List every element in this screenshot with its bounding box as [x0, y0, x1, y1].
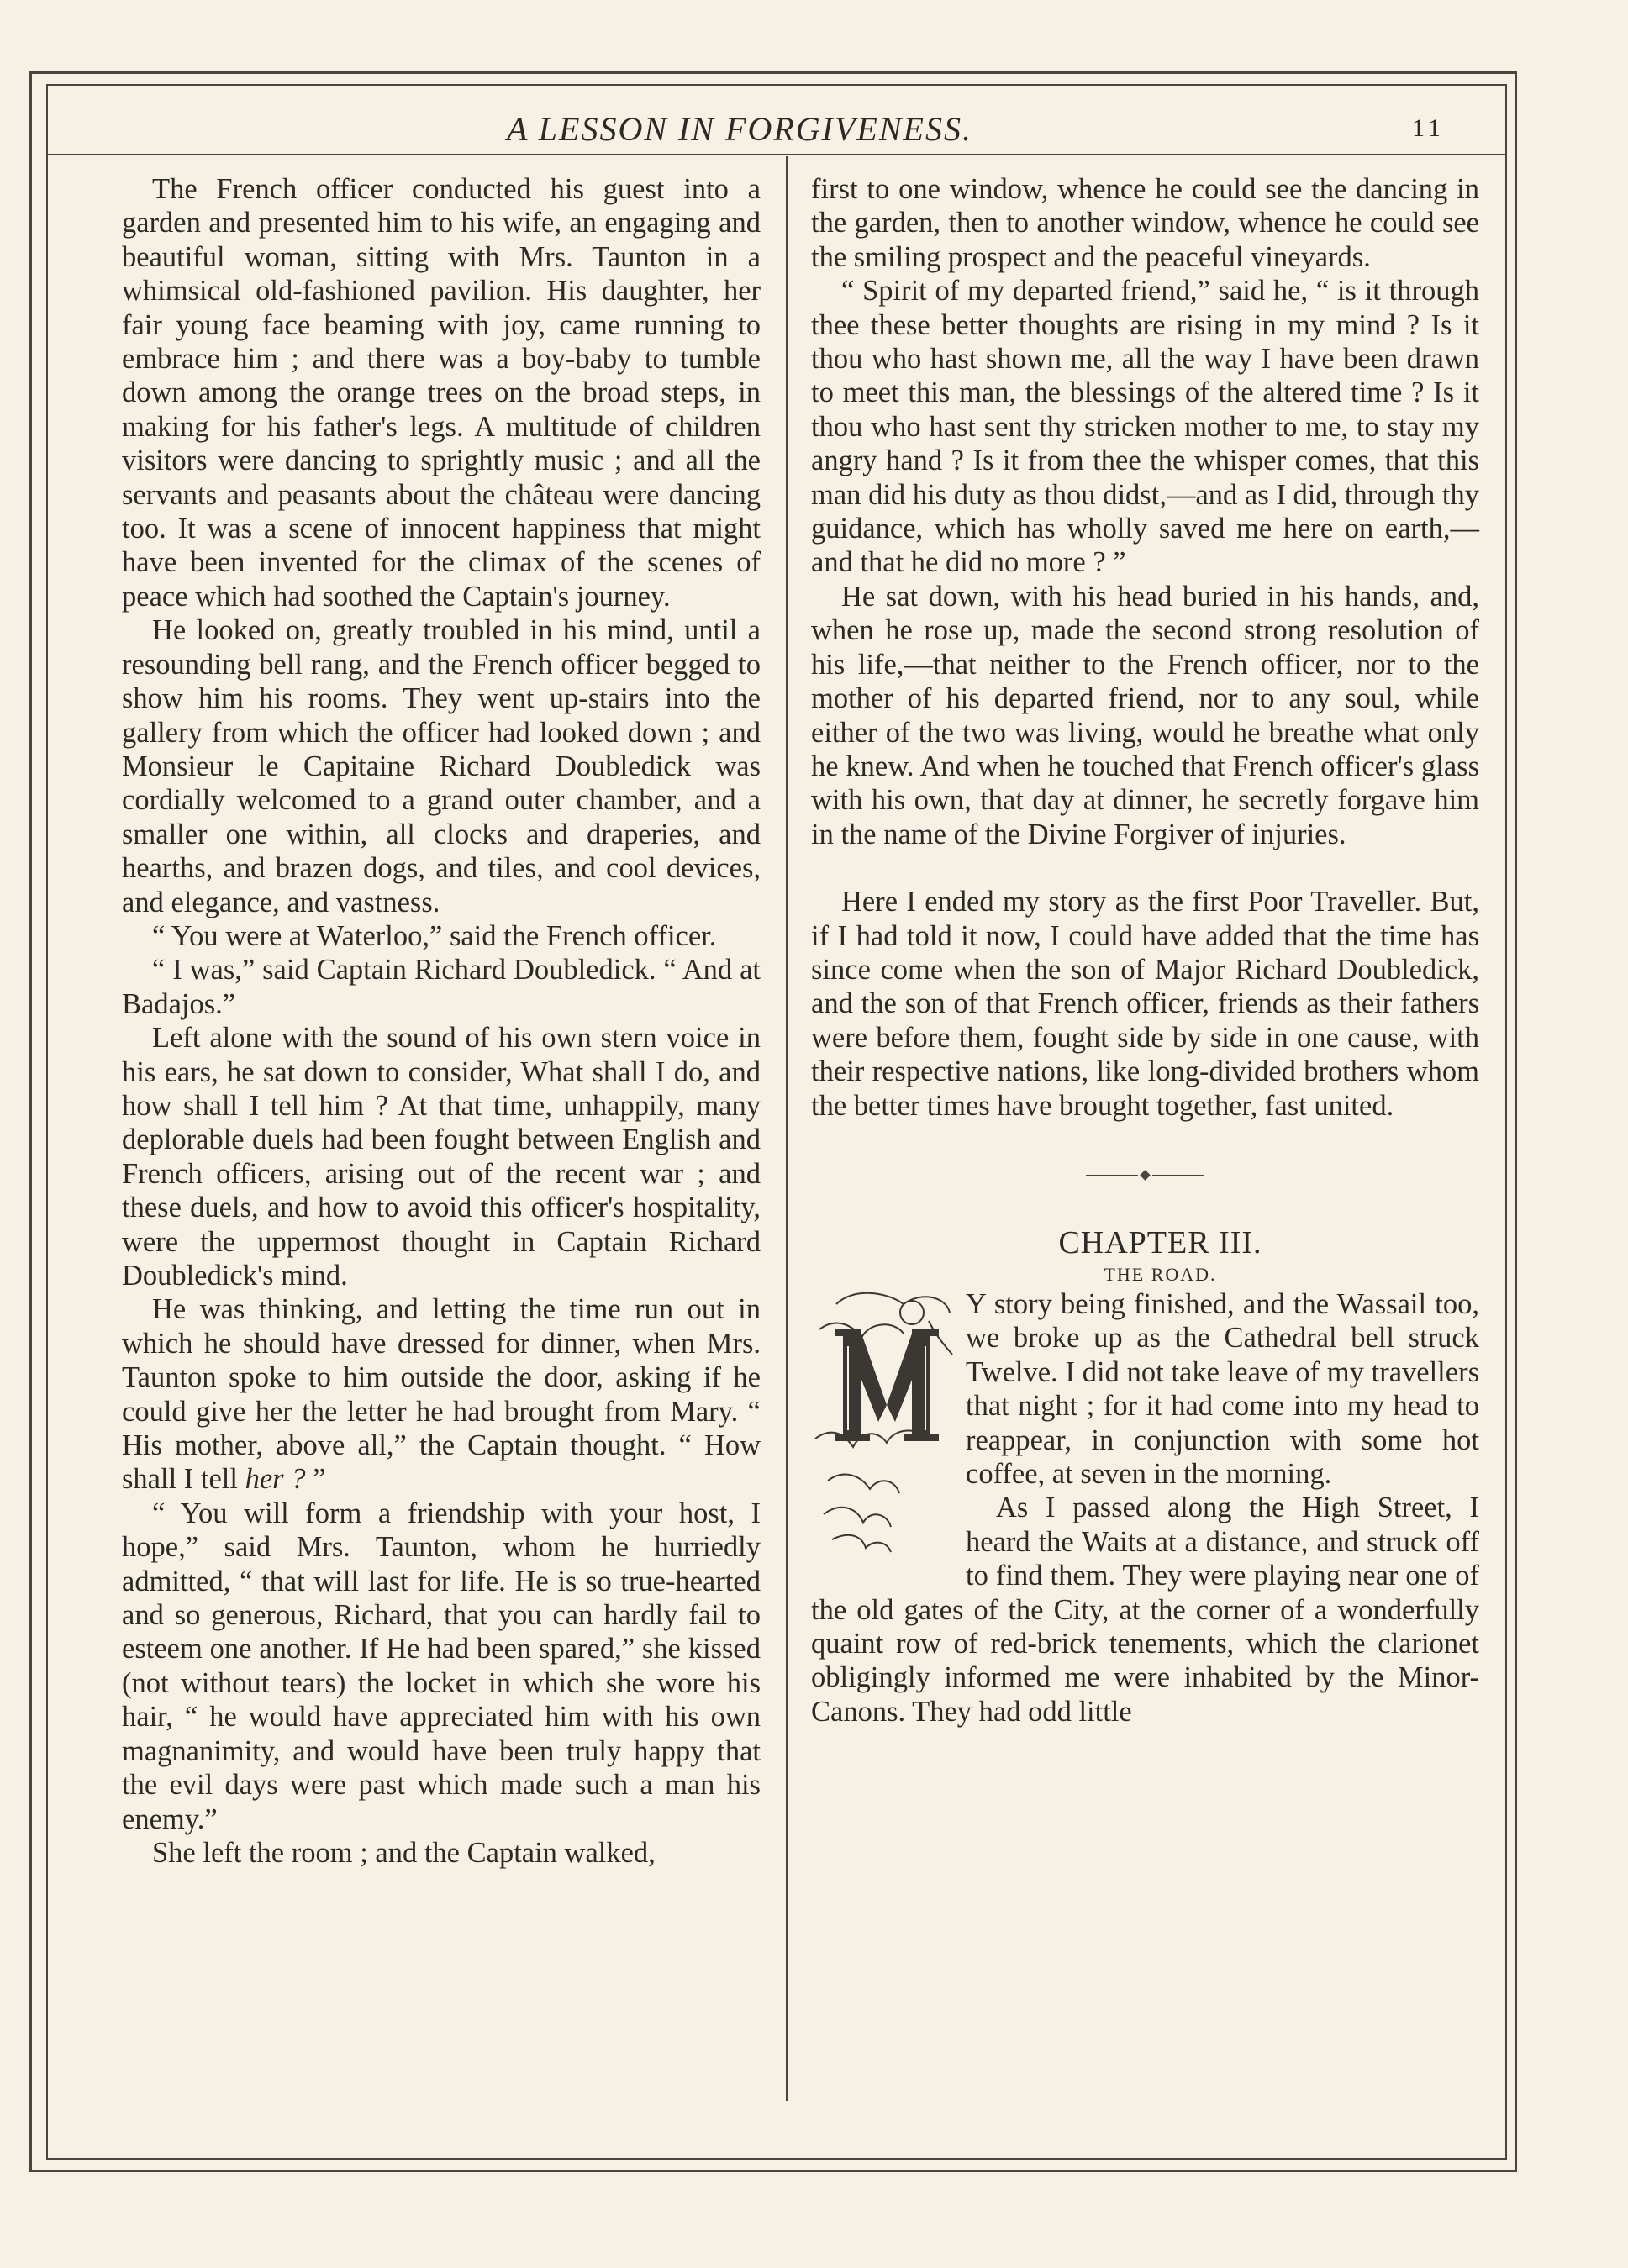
section-ornament	[811, 1171, 1479, 1180]
paragraph: first to one window, whence he could see the dancing in the garden, then to another window, whence he could see the smiling prospect and the peaceful vineyards.	[811, 173, 1479, 273]
page-header	[0, 108, 1628, 151]
chapter-subtitle: THE ROAD.	[1104, 1263, 1217, 1285]
right-column	[811, 172, 1479, 1729]
paragraph: “ Spirit of my departed friend,” said he, “ is it through thee these better thoughts are rising in my mind ? Is it thou who hast shown me, all the way I have been drawn to meet this man, the blessings of the altered time ? Is it thou who hast sent thy stricken mother to me, to stay my angry hand ? Is it from thee the whisper comes, that this man did his duty as thou didst,—and as I did, through thy guidance, which has wholly saved me here on earth,—and that he did no more ? ”	[811, 275, 1479, 579]
running-title: A LESSON IN FORGIVENESS.	[507, 110, 972, 148]
page-number: 11	[1412, 114, 1445, 142]
paragraph: “ I was,” said Captain Richard Doubledick. “ And at Badajos.”	[122, 954, 761, 1020]
column-divider	[786, 156, 788, 2101]
paragraph	[122, 1292, 761, 1496]
paragraph-text: ”	[305, 1463, 326, 1496]
emphasis-her: her ?	[245, 1463, 306, 1496]
paragraph: The French officer conducted his guest into a garden and presented him to his wife, an engaging and beautiful woman, sitting with Mrs. Taunton in a whimsical old-fashioned pavilion. His daughter, her fair young face beaming with joy, came running to embrace him ; and there was a boy-baby to tumble down among the orange trees on the broad steps, in making for his father's legs. A multitude of children visitors were dancing to sprightly music ; and all the servants and peasants about the château were dancing too. It was a scene of innocent happiness that might have been invented for the climax of the scenes of peace which had soothed the Captain's journey.	[122, 173, 761, 613]
dropcap-illustration	[811, 1287, 956, 1565]
chapter-title: CHAPTER III.	[1058, 1224, 1262, 1260]
paragraph-text: He was thinking, and letting the time run out in which he should have dressed for dinner, when Mrs. Taunton spoke to him outside the door, asking if he could give her the letter he had brought from Mary. “ His mother, above all,” the Captain thought. “ How shall I tell	[122, 1293, 761, 1496]
header-rule	[48, 154, 1505, 155]
paragraph: “ You were at Waterloo,” said the French officer.	[152, 919, 717, 952]
paragraph: Left alone with the sound of his own stern voice in his ears, he sat down to consider, What shall I do, and how shall I tell him ? At that time, unhappily, many deplorable duels had been fought between English and French officers, arising out of the recent war ; and these duels, and how to avoid this officer's hospitality, were the uppermost thought in Captain Richard Doubledick's mind.	[122, 1022, 761, 1292]
paragraph: She left the room ; and the Captain walked,	[152, 1836, 656, 1869]
paragraph: Here I ended my story as the first Poor Traveller. But, if I had told it now, I could have added that the time has since come when the son of Major Richard Doubledick, and the son of that French officer, friends as their fathers were before them, fought side by side in one cause, with their respective nations, like long-divided brothers whom the better times have brought together, fast united.	[811, 886, 1479, 1122]
ornamental-dropcap-m	[811, 1287, 956, 1565]
ornament-line	[1152, 1175, 1204, 1176]
paragraph: “ You will form a friendship with your host, I hope,” said Mrs. Taunton, whom he hurriedly admitted, “ that will last for life. He is so true-hearted and so generous, Richard, that you can hardly fail to esteem one another. If He had been spared,” she kissed (not without tears) the locket in which she wore his hair, “ he would have appreciated him with his own magnanimity, and would have been truly happy that the evil days were past which made such a man his enemy.”	[122, 1497, 761, 1835]
ornament-diamond-icon	[1140, 1171, 1151, 1181]
paragraph: As I passed along the High Street, I heard the Waits at a distance, and struck off to find them. They were playing near one of the old gates of the City, at the corner of a wonderfully quaint row of red-brick tenements, which the clarionet obligingly informed me were inhabited by the Minor-Canons. They had odd little	[811, 1492, 1479, 1728]
left-column	[122, 172, 761, 1870]
paragraph: He sat down, with his head buried in his hands, and, when he rose up, made the second strong resolution of his life,—that neither to the French officer, nor to the mother of his departed friend, nor to any soul, while either of the two was living, would he breathe what only he knew. And when he touched that French officer's glass with his own, that day at dinner, he secretly forgave him in the name of the Divine Forgiver of injuries.	[811, 580, 1479, 850]
ornament-line	[1086, 1175, 1138, 1176]
paragraph: He looked on, greatly troubled in his mind, until a resounding bell rang, and the French officer begged to show him his rooms. They went up-stairs into the gallery from which the officer had looked down ; and Monsieur le Capitaine Richard Doubledick was cordially welcomed to a grand outer chamber, and a smaller one within, all clocks and draperies, and hearths, and brazen dogs, and tiles, and cool devices, and elegance, and vastness.	[122, 614, 761, 918]
paragraph: Y story being finished, and the Wassail too, we broke up as the Cathedral bell struck Twelve. I did not take leave of my travellers that night ; for it had come into my head to reappear, in conjunction with some hot coffee, at seven in the morning.	[966, 1287, 1479, 1490]
